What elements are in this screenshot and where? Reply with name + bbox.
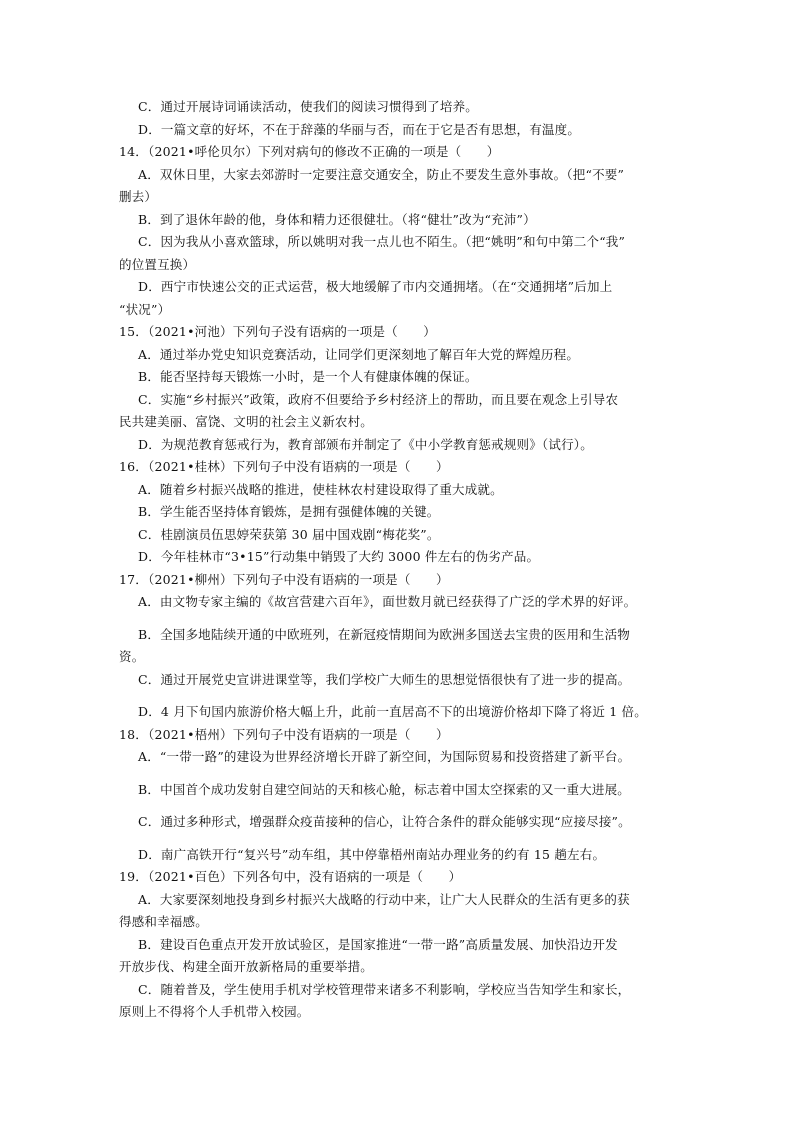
answer-option: A．双休日里，大家去郊游时一定要注意交通安全，防止不要发生意外事故。（把“不要” [138, 166, 625, 182]
answer-option: D．4 月下旬国内旅游价格大幅上升，此前一直居高不下的出境游价格却下降了将近 1 倍。 [138, 704, 647, 719]
spacer [119, 691, 689, 701]
answer-option: A．通过举办党史知识竞赛活动，让同学们更深刻地了解百年大党的辉煌历程。 [138, 346, 580, 362]
question-stem: 17．（2021•柳州）下列句子中没有语病的一项是（ ） [119, 571, 449, 587]
answer-option: C．桂剧演员伍思婷荣获第 30 届中国戏剧“梅花奖”。 [138, 526, 440, 542]
question-stem: 18．（2021•梧州）下列句子中没有语病的一项是（ ） [119, 726, 449, 742]
answer-option: D．西宁市快速公交的正式运营，极大地缓解了市内交通拥堵。（在“交通拥堵”后加上 [138, 279, 613, 294]
question-list [119, 96, 689, 1024]
option-continuation: “状况”） [119, 301, 171, 317]
answer-option: D．一篇文章的好坏，不在于辞藻的华丽与否，而在于它是否有思想，有温度。 [138, 121, 581, 137]
spacer [119, 801, 689, 811]
answer-option: A．“一带一路”的建设为世界经济增长开辟了新空间，为国际贸易和投资搭建了新平台。 [138, 749, 631, 764]
spacer [119, 769, 689, 779]
option-continuation: 删去） [119, 189, 158, 204]
spacer [119, 834, 689, 844]
answer-option: B．学生能否坚持体育锻炼，是拥有强健体魄的关键。 [138, 504, 440, 519]
option-continuation: 开放步伐、构建全面开放新格局的重要举措。 [119, 959, 374, 974]
answer-option: D．为规范教育惩戒行为，教育部颁布并制定了《中小学教育惩戒规则》（试行）。 [138, 436, 593, 452]
question-stem: 16．（2021•桂林）下列句子中没有语病的一项是（ ） [119, 459, 449, 474]
option-continuation: 的位置互换） [119, 256, 196, 272]
answer-option: B．到了退休年龄的他，身体和精力还很健壮。（将“健壮”改为“充沛”） [138, 211, 536, 227]
option-continuation: 民共建美丽、富饶、文明的社会主义新农村。 [119, 414, 374, 429]
answer-option: B．全国多地陆续开通的中欧班列，在新冠疫情期间为欧洲多国送去宝贵的医用和生活物 [138, 626, 630, 642]
answer-option: C．实施“乡村振兴”政策，政府不但要给予乡村经济上的帮助，而且要在观念上引导农 [138, 391, 619, 407]
answer-option: B．能否坚持每天锻炼一小时，是一个人有健康体魄的保证。 [138, 369, 478, 384]
answer-option: B．建设百色重点开发开放试验区，是国家推进“一带一路”高质量发展、加快沿边开发 [138, 936, 618, 952]
answer-option: D．南广高铁开行“复兴号”动车组，其中停靠梧州南站办理业务的约有 15 趟左右。 [138, 846, 606, 862]
answer-option: A．由文物专家主编的《故宫营建六百年》，面世数月就已经获得了广泛的学术界的好评。 [138, 594, 637, 609]
question-stem: 14．（2021•呼伦贝尔）下列对病句的修改不正确的一项是（ ） [119, 144, 500, 159]
answer-option: C．随着普及，学生使用手机对学校管理带来诸多不利影响，学校应当告知学生和家长， [138, 981, 631, 997]
option-continuation: 原则上不得将个人手机带入校园。 [119, 1004, 310, 1019]
answer-option: B．中国首个成功发射自建空间站的天和核心舱，标志着中国太空探索的又一重大进展。 [138, 781, 630, 797]
answer-option: A．大家要深刻地投身到乡村振兴大战略的行动中来，让广大人民群众的生活有更多的获 [138, 891, 630, 907]
option-continuation: 资。 [119, 649, 145, 664]
answer-option: A．随着乡村振兴战略的推进，使桂林农村建设取得了重大成就。 [138, 481, 503, 497]
answer-option: D．今年桂林市“3•15”行动集中销毁了大约 3000 件左右的伪劣产品。 [138, 549, 540, 564]
answer-option: C．通过多种形式，增强群众疫苗接种的信心，让符合条件的群众能够实现“应接尽接”。 [138, 814, 631, 829]
answer-option: C．通过开展诗词诵读活动，使我们的阅读习惯得到了培养。 [138, 99, 478, 114]
answer-option: C．通过开展党史宣讲进课堂等，我们学校广大师生的思想觉悟很快有了进一步的提高。 [138, 671, 631, 687]
answer-option: C．因为我从小喜欢篮球，所以姚明对我一点儿也不陌生。（把“姚明”和句中第二个“我” [138, 234, 626, 249]
question-stem: 15．（2021•河池）下列句子没有语病的一项是（ ） [119, 324, 436, 339]
option-continuation: 得感和幸福感。 [119, 914, 208, 929]
question-stem: 19．（2021•百色）下列各句中，没有语病的一项是（ ） [119, 869, 462, 884]
spacer [119, 614, 689, 624]
